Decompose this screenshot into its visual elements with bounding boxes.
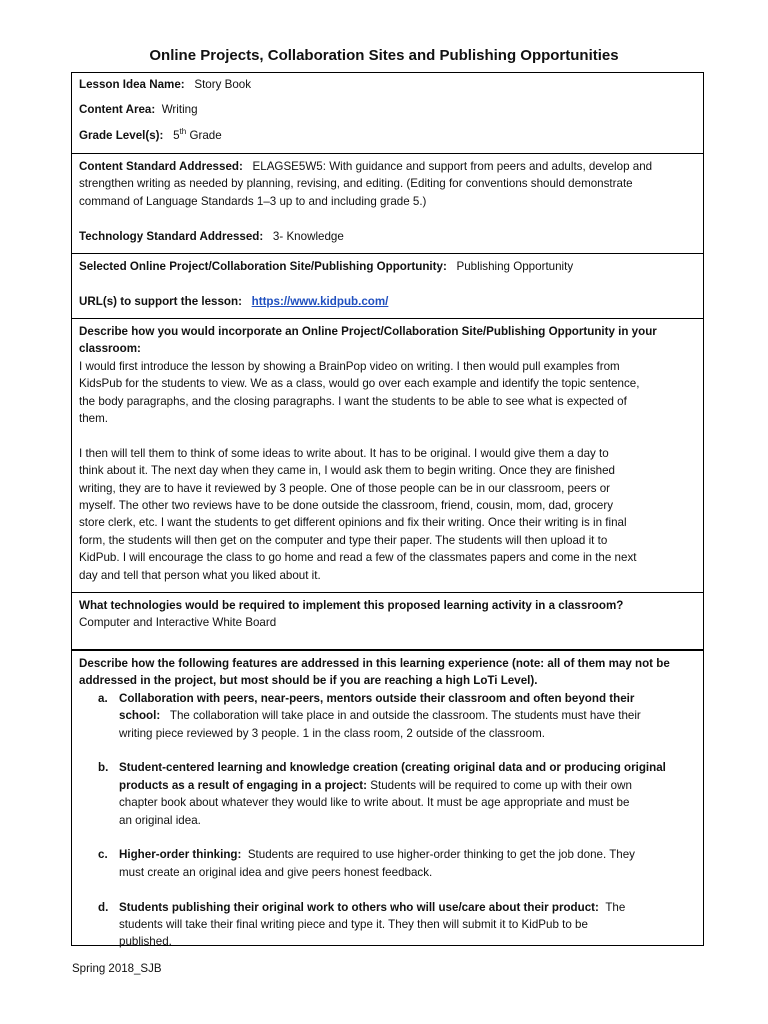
describe-question-line-2: classroom:: [79, 342, 141, 356]
feature-b-text-3: an original idea.: [119, 813, 201, 827]
grade-number: 5: [173, 128, 180, 142]
url-label: URL(s) to support the lesson:: [79, 294, 242, 308]
feature-d-heading: Students publishing their original work to others who will use/care about their product:: [119, 900, 599, 914]
feature-c-heading: Higher-order thinking:: [119, 848, 242, 862]
feature-b-text-1: Students will be required to come up with their own: [370, 778, 632, 792]
feature-d-marker: d.: [98, 900, 109, 914]
tech-standard-label: Technology Standard Addressed:: [79, 229, 264, 243]
feature-a-heading: Collaboration with peers, near-peers, mentors outside their classroom and often beyond their: [119, 691, 635, 705]
feature-c-text-2: must create an original idea and give peers honest feedback.: [119, 865, 433, 879]
selected-project-value: Publishing Opportunity: [456, 260, 574, 273]
feature-b-text-2: chapter book about whatever they would like to write about. It must be age appropriate and must be: [119, 796, 630, 810]
feature-item-d: [79, 899, 696, 951]
feature-item-a: [79, 690, 696, 742]
content-area-label: Content Area:: [79, 103, 156, 117]
lesson-name-value: Story Book: [194, 78, 252, 91]
describe-para1-line-1: I would first introduce the lesson by showing a BrainPop video on writing. I then would pull examples from: [79, 359, 620, 373]
features-question-line-1: Describe how the following features are addressed in this learning experience (note: all of them may not be: [79, 657, 670, 670]
grade-level-label: Grade Level(s):: [79, 128, 164, 142]
feature-item-b: [79, 759, 696, 829]
lesson-info-row: [72, 73, 703, 153]
feature-a-text-1: The collaboration will take place in and outside the classroom. The students must have their: [169, 709, 641, 723]
describe-para2-line-4: myself. The other two reviews have to be done outside the classroom, friend, cousin, mom, dad, grocery: [79, 499, 614, 513]
feature-d-text-2: students will take their final writing piece and type it. They then will submit it to KidPub to be: [119, 918, 588, 932]
describe-para2-line-3: writing, they are to have it reviewed by 3 people. One of those people can be in our classroom, peers or: [79, 481, 611, 495]
describe-para2-line-6: form, the students will then get on the computer and type their paper. The students will then upload it to: [79, 533, 608, 547]
describe-para2-line-1: I then will tell them to think of some ideas to write about. It has to be original. I would give them a day to: [79, 446, 609, 460]
describe-para1-line-4: them.: [79, 412, 108, 426]
feature-a-school: school:: [119, 709, 161, 723]
selected-project-row: [72, 253, 703, 323]
footer: Spring 2018_SJB: [72, 963, 162, 975]
grade-suffix: th: [179, 126, 187, 136]
feature-d-text-1: The: [605, 900, 626, 914]
describe-para2-line-7: KidPub. I will encourage the class to go home and read a few of the classmates papers and come in the next: [79, 551, 637, 565]
feature-b-heading-2: products as a result of engaging in a project:: [119, 778, 368, 792]
technologies-question: What technologies would be required to implement this proposed learning activity in a classroom?: [79, 599, 624, 612]
content-standard-label: Content Standard Addressed:: [79, 160, 243, 173]
content-standard-line-1: ELAGSE5W5: With guidance and support from peers and adults, develop and: [252, 160, 653, 173]
technologies-answer: Computer and Interactive White Board: [79, 616, 277, 630]
content-area-value: Writing: [161, 103, 198, 117]
feature-a-marker: a.: [98, 691, 108, 705]
lesson-name-label: Lesson Idea Name:: [79, 78, 185, 91]
feature-item-c: [79, 846, 696, 881]
features-row: [72, 649, 703, 947]
selected-project-label: Selected Online Project/Collaboration Site/Publishing Opportunity:: [79, 260, 447, 273]
feature-c-text-1: Students are required to use higher-order thinking to get the job done. They: [247, 848, 635, 862]
page-title: Online Projects, Collaboration Sites and Publishing Opportunities: [149, 47, 619, 64]
content-standard-line-3: command of Language Standards 1–3 up to and including grade 5.): [79, 194, 427, 208]
tech-standard-value: 3- Knowledge: [272, 229, 344, 243]
describe-para1-line-3: the body paragraphs, and the closing paragraphs. I want the students to be able to see what is expected of: [79, 394, 627, 408]
describe-para2-line-5: store clerk, etc. I want the students to get different opinions and fix their writing. Once their writing is in final: [79, 516, 627, 530]
describe-para2-line-2: think about it. The next day when they came in, I would ask them to begin writing. Once they are finished: [79, 464, 615, 478]
feature-a-text-2: writing piece reviewed by 3 people. 1 in the class room, 2 outside of the classroom.: [119, 726, 545, 740]
feature-b-heading: Student-centered learning and knowledge creation (creating original data and or producing original: [119, 761, 666, 775]
content-standard-line-2: strengthen writing as needed by planning, revising, and editing. (Editing for conventions should demonstrate: [79, 177, 633, 191]
describe-question-line-1: Describe how you would incorporate an Online Project/Collaboration Site/Publishing Opportunity in your: [79, 325, 657, 338]
describe-para2-line-8: day and tell that person what you liked about it.: [79, 568, 321, 582]
feature-d-text-3: published.: [119, 935, 172, 949]
feature-c-marker: c.: [98, 848, 108, 862]
lesson-table: [71, 72, 704, 949]
feature-b-marker: b.: [98, 761, 109, 775]
features-question-line-2: addressed in the project, but most should be if you are reaching a high LoTi Level).: [79, 674, 538, 688]
describe-para1-line-2: KidsPub for the students to view. We as a class, would go over each example and identify the topic sentence,: [79, 377, 640, 391]
kidpub-link[interactable]: https://www.kidpub.com/: [251, 294, 389, 308]
technologies-row: [72, 592, 703, 652]
grade-word: Grade: [189, 128, 222, 142]
